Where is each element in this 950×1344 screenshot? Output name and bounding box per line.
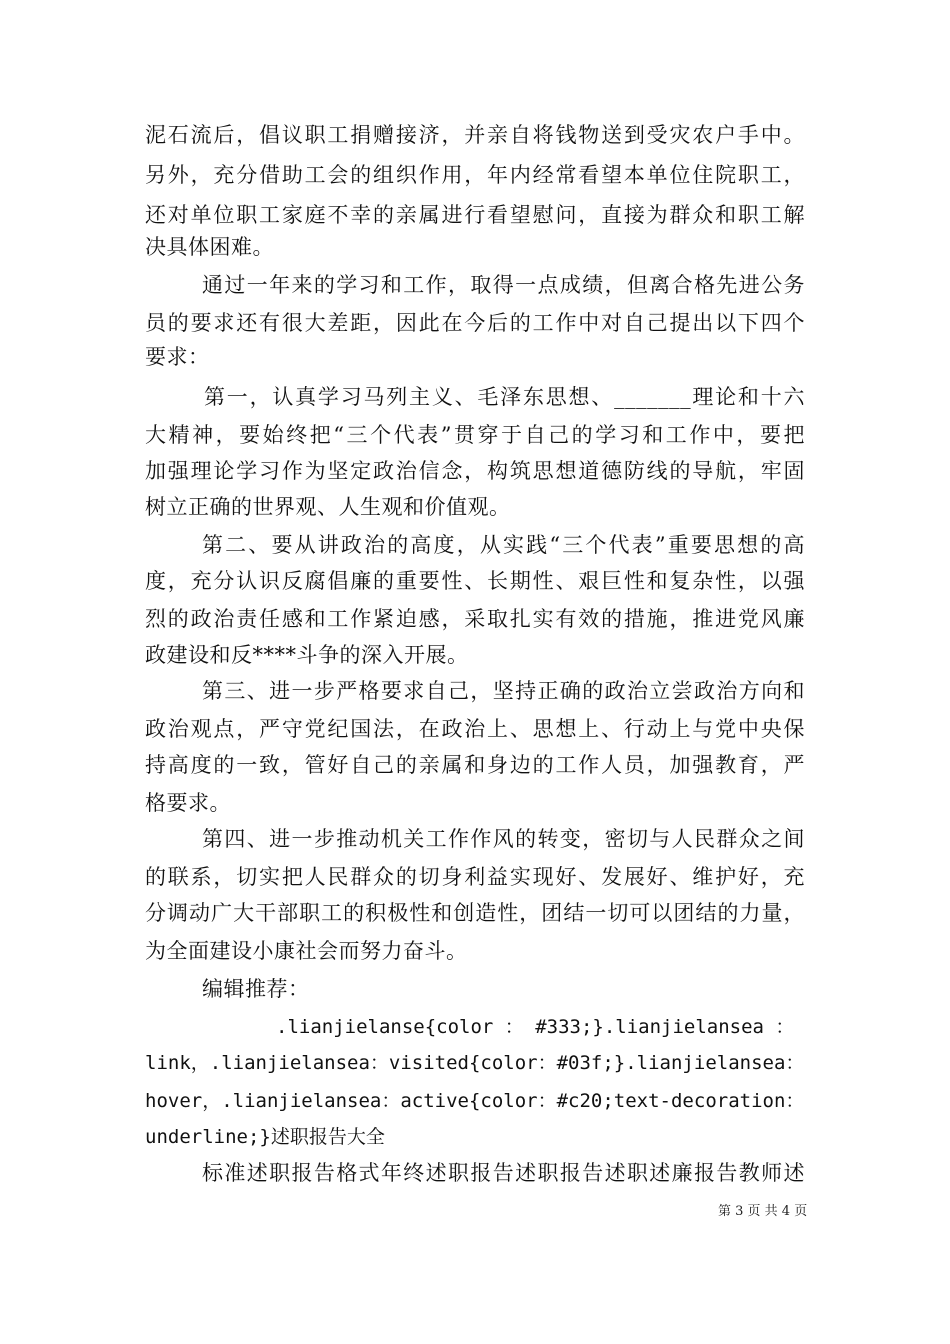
text-line: 通过一年来的学习和工作，取得一点成绩，但离合格先进公务 bbox=[202, 273, 805, 297]
text-line: 加强理论学习作为坚定政治信念，构筑思想道德防线的导航，牢固 bbox=[145, 459, 805, 483]
editor-label: 编辑推荐： bbox=[202, 977, 310, 1001]
css-text-line: hover，.lianjielansea：active{color：#c20;text-decoration： bbox=[145, 1090, 805, 1112]
text-line: 持高度的一致，管好自己的亲属和身边的工作人员，加强教育，严 bbox=[145, 753, 805, 777]
text-line: 度，充分认识反腐倡廉的重要性、长期性、艰巨性和复杂性，以强 bbox=[145, 569, 805, 593]
text-line: 第四、进一步推动机关工作作风的转变，密切与人民群众之间 bbox=[202, 827, 805, 851]
text-line: 第一，认真学习马列主义、毛泽东思想、_______理论和十六 bbox=[204, 385, 805, 409]
text-line: 第二、要从讲政治的高度，从实践“三个代表”重要思想的高 bbox=[202, 533, 805, 557]
text-line: 政治观点，严守党纪国法，在政治上、思想上、行动上与党中央保 bbox=[145, 717, 805, 741]
text-line: 标准述职报告格式年终述职报告述职报告述职述廉报告教师述 bbox=[202, 1161, 805, 1185]
page-number-footer: 第 3 页 共 4 页 bbox=[718, 1204, 808, 1219]
text-line: 还对单位职工家庭不幸的亲属进行看望慰问，直接为群众和职工解 bbox=[145, 203, 805, 227]
text-line: 的联系，切实把人民群众的切身利益实现好、发展好、维护好，充 bbox=[145, 865, 805, 889]
css-text-line: link，.lianjielansea：visited{color：#03f;}.lianjielansea： bbox=[145, 1052, 805, 1074]
text-line: 第三、进一步严格要求自己，坚持正确的政治立尝政治方向和 bbox=[202, 679, 805, 703]
text-line: 泥石流后，倡议职工捐赠接济，并亲自将钱物送到受灾农户手中。 bbox=[145, 123, 805, 147]
text-line: 另外，充分借助工会的组织作用，年内经常看望本单位住院职工， bbox=[145, 163, 805, 187]
text-line: 分调动广大干部职工的积极性和创造性，团结一切可以团结的力量， bbox=[145, 901, 805, 925]
text-line: 要求： bbox=[145, 345, 210, 369]
text-line: 烈的政治责任感和工作紧迫感，采取扎实有效的措施，推进党风廉 bbox=[145, 607, 805, 631]
css-text-line: underline;}述职报告大全 bbox=[145, 1126, 385, 1148]
text-line: 决具体困难。 bbox=[145, 235, 274, 259]
text-line: 员的要求还有很大差距，因此在今后的工作中对自己提出以下四个 bbox=[145, 311, 805, 335]
text-line: 树立正确的世界观、人生观和价值观。 bbox=[145, 495, 511, 519]
text-line: 格要求。 bbox=[145, 791, 231, 815]
text-line: 大精神，要始终把“三个代表”贯穿于自己的学习和工作中，要把 bbox=[145, 423, 805, 447]
css-text-line: .lianjielanse{color ： #333;}.lianjielansea ： bbox=[276, 1016, 795, 1038]
text-line: 为全面建设小康社会而努力奋斗。 bbox=[145, 939, 468, 963]
text-line: 政建设和反****斗争的深入开展。 bbox=[145, 643, 469, 667]
